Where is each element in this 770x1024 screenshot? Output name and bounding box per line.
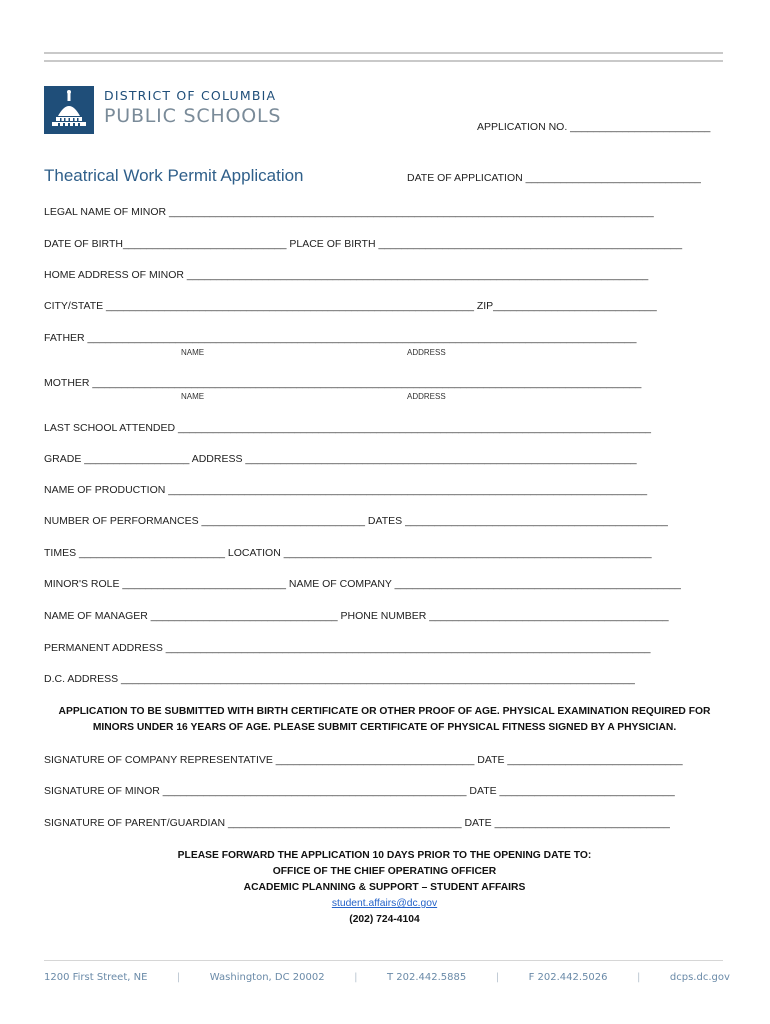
minor-signature-field[interactable]: SIGNATURE OF MINOR ____________________________________________________ DATE ______________________________: [44, 785, 675, 797]
last-school-field[interactable]: LAST SCHOOL ATTENDED _________________________________________________________________________________: [44, 422, 652, 434]
page-title: Theatrical Work Permit Application: [44, 166, 304, 185]
production-field[interactable]: NAME OF PRODUCTION __________________________________________________________________________________: [44, 484, 648, 496]
logo-text-district: DISTRICT OF COLUMBIA: [104, 88, 277, 103]
father-address-caption: ADDRESS: [407, 348, 446, 357]
legal-name-field[interactable]: LEGAL NAME OF MINOR ___________________________________________________________________________________: [44, 206, 654, 218]
forward-line-3: ACADEMIC PLANNING & SUPPORT – STUDENT AFFAIRS: [243, 882, 526, 893]
home-address-field[interactable]: HOME ADDRESS OF MINOR _______________________________________________________________________________: [44, 269, 649, 281]
father-name-caption: NAME: [181, 348, 205, 357]
forward-phone: (202) 724-4104: [349, 914, 420, 925]
company-rep-signature-field[interactable]: SIGNATURE OF COMPANY REPRESENTATIVE __________________________________ DATE ______________________________: [44, 754, 683, 766]
manager-phone-field[interactable]: NAME OF MANAGER ________________________________ PHONE NUMBER _________________________________________: [44, 610, 669, 622]
header-rule: [44, 52, 723, 62]
footer-separator: |: [354, 972, 358, 983]
footer-fax: F 202.442.5026: [528, 972, 608, 983]
footer-separator: |: [176, 972, 181, 983]
father-field[interactable]: FATHER ______________________________________________________________________________________________: [44, 332, 637, 344]
footer-city: Washington, DC 20002: [209, 972, 325, 983]
parent-signature-field[interactable]: SIGNATURE OF PARENT/GUARDIAN ________________________________________ DATE ______________________________: [44, 817, 670, 829]
permanent-address-field[interactable]: PERMANENT ADDRESS ___________________________________________________________________________________: [44, 642, 651, 654]
city-state-zip-field[interactable]: CITY/STATE _______________________________________________________________ ZIP____________________________: [44, 300, 657, 312]
logo-text-schools: PUBLIC SCHOOLS: [104, 105, 282, 127]
date-of-application-field[interactable]: DATE OF APPLICATION ______________________________: [407, 172, 701, 184]
forwarding-instructions: [44, 848, 725, 928]
student-affairs-email-link[interactable]: student.affairs@dc.gov: [331, 898, 438, 909]
footer-street: 1200 First Street, NE: [44, 972, 148, 983]
mother-name-caption: NAME: [181, 392, 205, 401]
role-company-field[interactable]: MINOR'S ROLE ____________________________ NAME OF COMPANY _________________________________________________: [44, 578, 681, 590]
footer-rule: [44, 960, 723, 961]
footer-separator: |: [495, 972, 500, 983]
mother-field[interactable]: MOTHER ______________________________________________________________________________________________: [44, 377, 642, 389]
age-proof-notice: APPLICATION TO BE SUBMITTED WITH BIRTH CERTIFICATE OR OTHER PROOF OF AGE. PHYSICAL EXAMINATION REQUIRED FOR MINORS UNDER 16 YEARS OF AGE. PLEASE SUBMIT CERTIFICATE OF PHYSICAL FITNESS SIGNED BY A PHYSICIAN.: [58, 706, 711, 733]
footer-website: dcps.dc.gov: [669, 972, 730, 983]
forward-line-2: OFFICE OF THE CHIEF OPERATING OFFICER: [272, 866, 497, 877]
application-number-field[interactable]: APPLICATION NO. ________________________: [477, 121, 711, 133]
times-location-field[interactable]: TIMES _________________________ LOCATION _______________________________________________________________: [44, 547, 652, 559]
performances-dates-field[interactable]: NUMBER OF PERFORMANCES ____________________________ DATES _____________________________________________: [44, 515, 668, 527]
dc-address-field[interactable]: D.C. ADDRESS ________________________________________________________________________________________: [44, 673, 635, 685]
forward-line-1: PLEASE FORWARD THE APPLICATION 10 DAYS PRIOR TO THE OPENING DATE TO:: [177, 850, 592, 861]
dcps-logo: [44, 86, 304, 134]
footer-telephone: T 202.442.5885: [386, 972, 467, 983]
mother-address-caption: ADDRESS: [407, 392, 446, 401]
footer-separator: |: [637, 972, 641, 983]
grade-address-field[interactable]: GRADE __________________ ADDRESS ___________________________________________________________________: [44, 453, 637, 465]
birth-date-place-field[interactable]: DATE OF BIRTH____________________________ PLACE OF BIRTH ____________________________________________________: [44, 238, 683, 250]
capitol-dome-icon: [44, 86, 94, 134]
footer: [44, 972, 730, 983]
